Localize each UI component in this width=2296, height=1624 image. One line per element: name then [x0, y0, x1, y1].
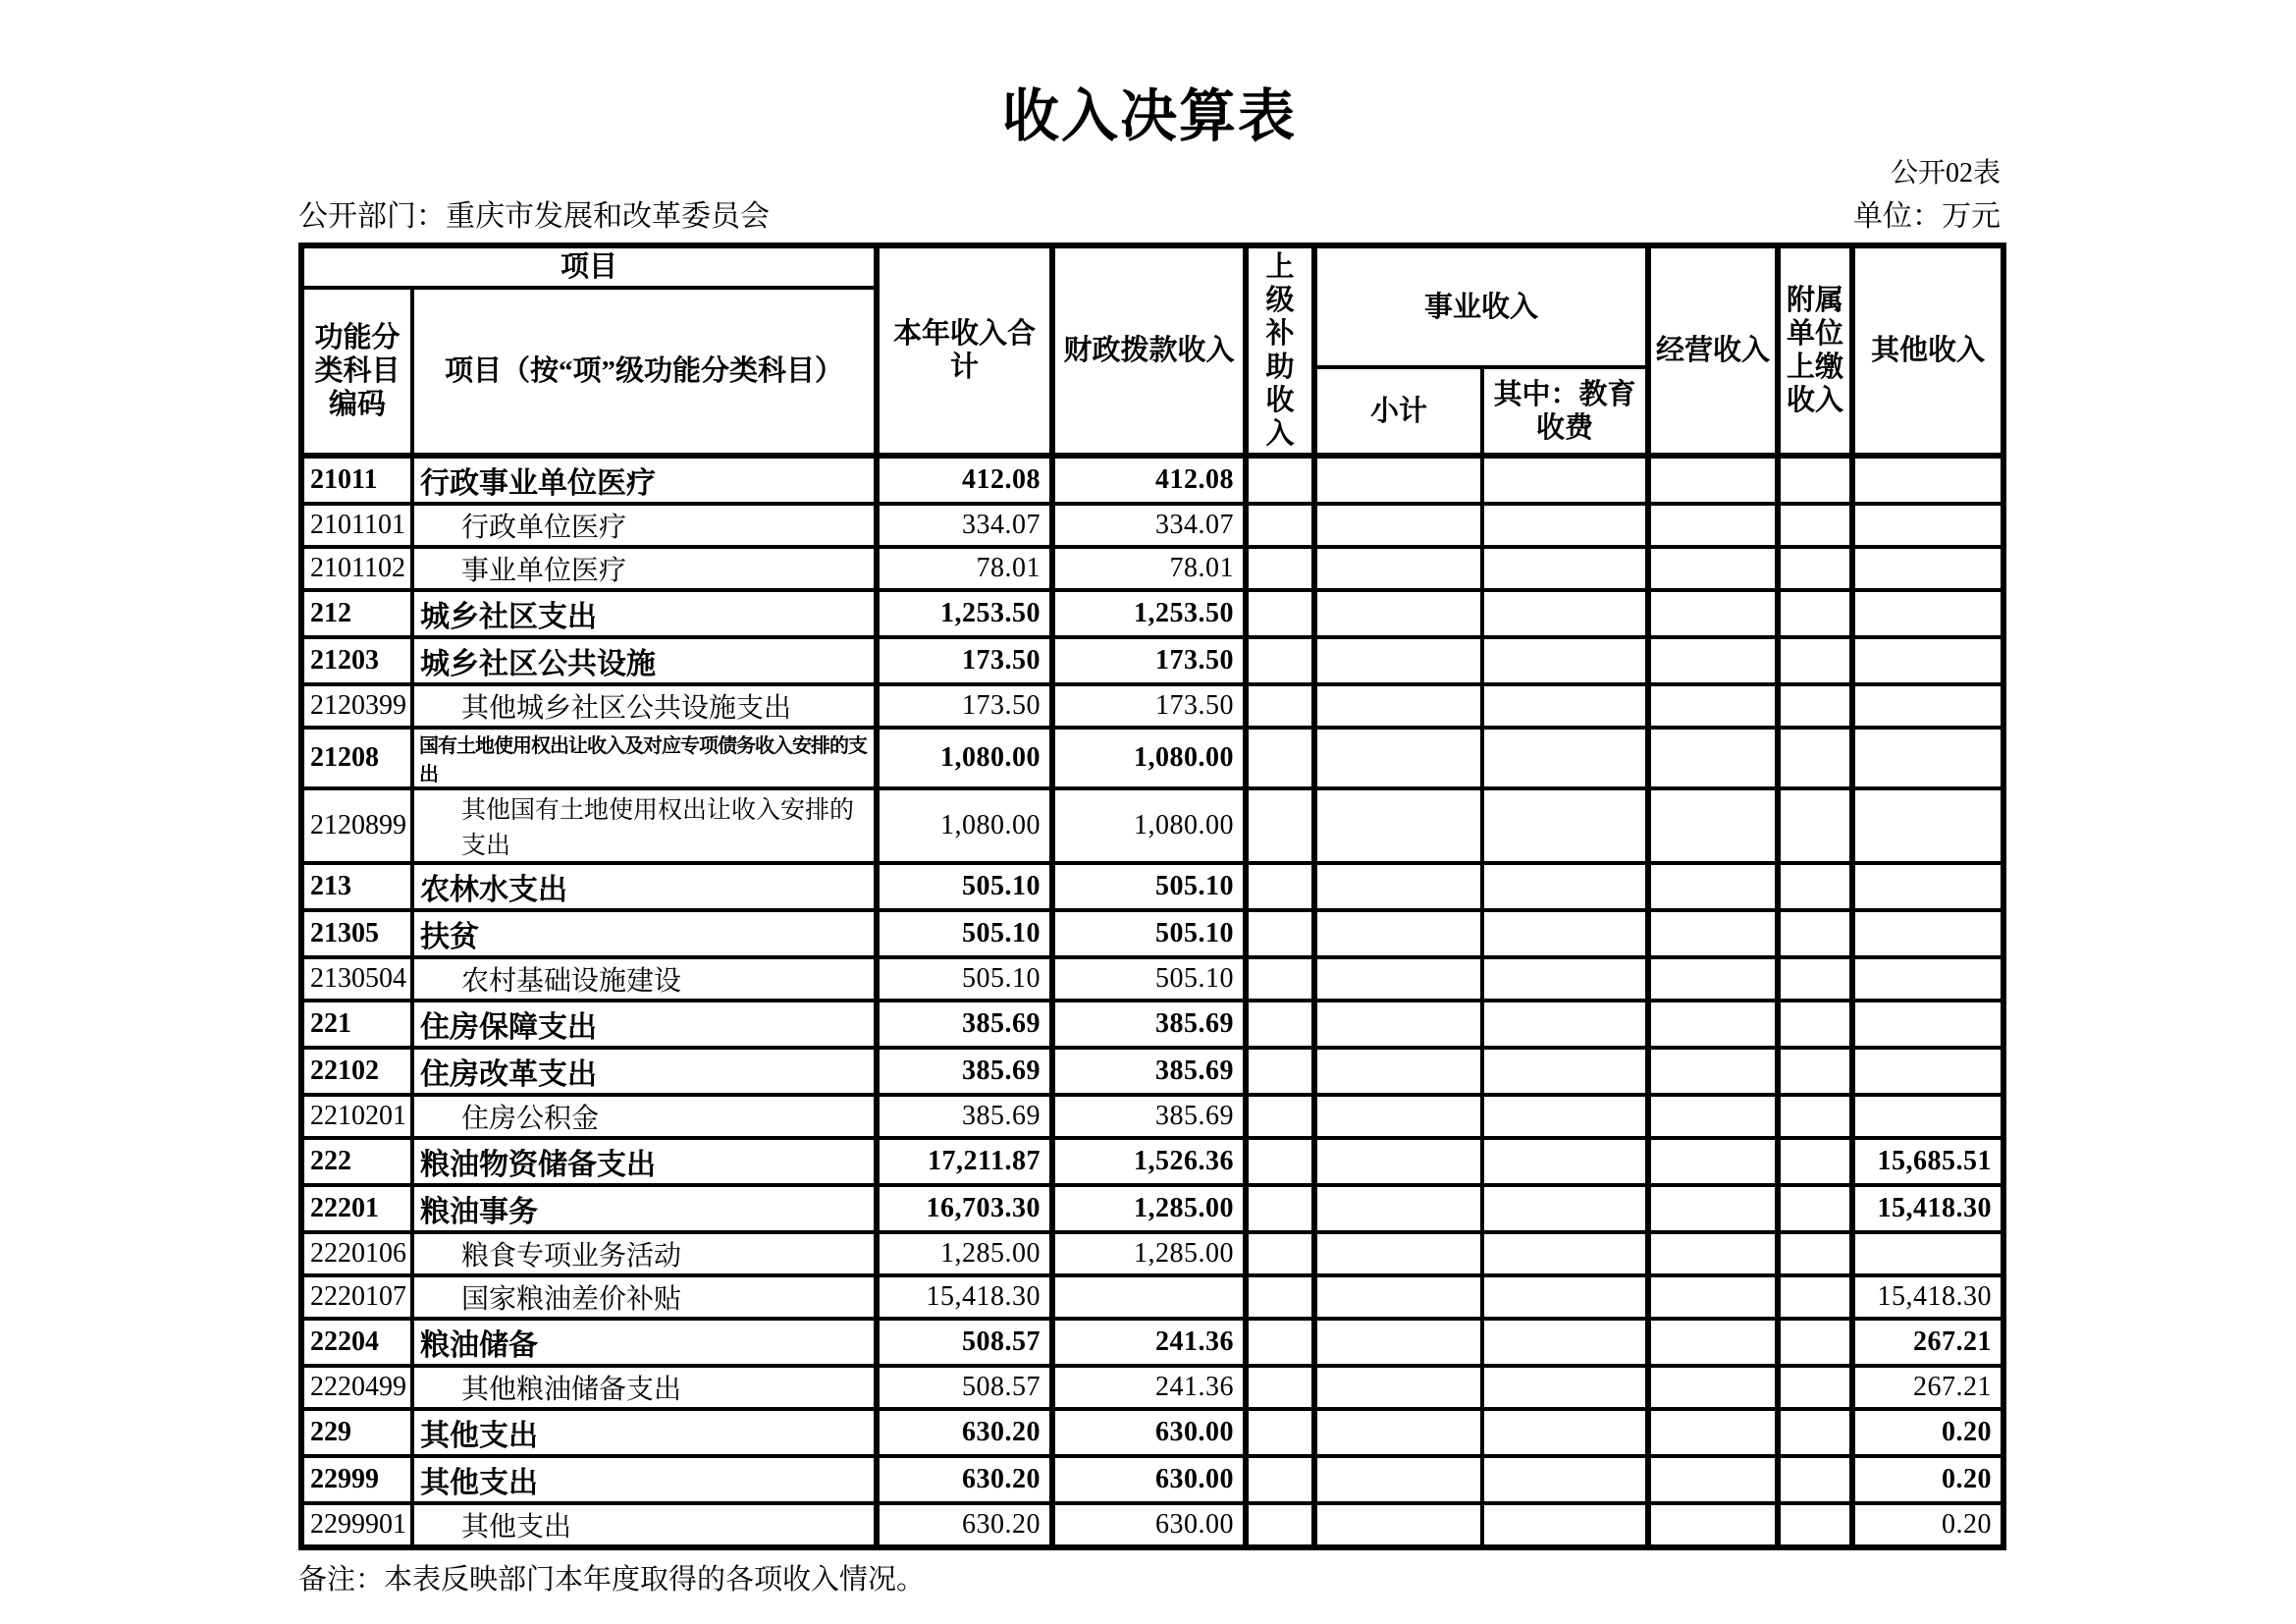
cell-code: 21203 — [301, 637, 412, 684]
header-other: 其他收入 — [1852, 245, 2003, 456]
cell-name: 其他支出 — [412, 1503, 877, 1547]
cell-fiscal: 1,080.00 — [1052, 728, 1246, 788]
cell-code: 2120399 — [301, 684, 412, 728]
cell-subtotal — [1314, 1232, 1482, 1275]
cell-subtotal — [1314, 788, 1482, 863]
cell-operating — [1648, 1275, 1778, 1319]
cell-other: 15,418.30 — [1852, 1275, 2003, 1319]
header-project-group: 项目 — [301, 245, 877, 288]
cell-education — [1482, 504, 1648, 547]
cell-name: 粮食专项业务活动 — [412, 1232, 877, 1275]
cell-subtotal — [1314, 1319, 1482, 1366]
cell-other: 267.21 — [1852, 1319, 2003, 1366]
table-row — [301, 1456, 2003, 1503]
cell-education — [1482, 1138, 1648, 1185]
header-business-subtotal: 小计 — [1314, 367, 1482, 456]
cell-education — [1482, 863, 1648, 910]
cell-total: 16,703.30 — [877, 1185, 1052, 1232]
cell-subtotal — [1314, 910, 1482, 957]
cell-fiscal: 1,285.00 — [1052, 1185, 1246, 1232]
cell-fiscal: 385.69 — [1052, 1048, 1246, 1095]
table-row — [301, 456, 2003, 504]
cell-fiscal — [1052, 1275, 1246, 1319]
table-row — [301, 547, 2003, 590]
cell-affiliated — [1778, 863, 1852, 910]
cell-affiliated — [1778, 1185, 1852, 1232]
cell-name: 住房改革支出 — [412, 1048, 877, 1095]
cell-affiliated — [1778, 1048, 1852, 1095]
cell-fiscal: 173.50 — [1052, 637, 1246, 684]
cell-code: 2101102 — [301, 547, 412, 590]
cell-superior — [1246, 547, 1314, 590]
meta-line — [298, 200, 2001, 234]
table-row — [301, 1409, 2003, 1456]
cell-education — [1482, 1275, 1648, 1319]
table-row — [301, 788, 2003, 863]
cell-total: 1,080.00 — [877, 728, 1052, 788]
cell-affiliated — [1778, 547, 1852, 590]
cell-superior — [1246, 863, 1314, 910]
cell-total: 630.20 — [877, 1409, 1052, 1456]
cell-operating — [1648, 1185, 1778, 1232]
cell-subtotal — [1314, 1001, 1482, 1048]
cell-name: 农林水支出 — [412, 863, 877, 910]
table-row — [301, 1275, 2003, 1319]
cell-affiliated — [1778, 1503, 1852, 1547]
cell-superior — [1246, 1232, 1314, 1275]
cell-fiscal: 630.00 — [1052, 1409, 1246, 1456]
cell-operating — [1648, 1232, 1778, 1275]
cell-total: 385.69 — [877, 1048, 1052, 1095]
table-row — [301, 637, 2003, 684]
cell-code: 222 — [301, 1138, 412, 1185]
table-row — [301, 684, 2003, 728]
cell-subtotal — [1314, 728, 1482, 788]
cell-superior — [1246, 957, 1314, 1001]
cell-superior — [1246, 728, 1314, 788]
cell-operating — [1648, 1366, 1778, 1409]
cell-affiliated — [1778, 1456, 1852, 1503]
cell-superior — [1246, 1409, 1314, 1456]
cell-total: 1,285.00 — [877, 1232, 1052, 1275]
cell-other — [1852, 1048, 2003, 1095]
unit-label: 单位：万元 — [1853, 200, 2001, 233]
cell-name: 事业单位医疗 — [412, 547, 877, 590]
cell-name: 其他国有土地使用权出让收入安排的支出 — [412, 788, 877, 863]
cell-affiliated — [1778, 504, 1852, 547]
cell-education — [1482, 788, 1648, 863]
cell-education — [1482, 590, 1648, 637]
cell-code: 22999 — [301, 1456, 412, 1503]
cell-fiscal: 241.36 — [1052, 1319, 1246, 1366]
cell-subtotal — [1314, 456, 1482, 504]
header-business-group: 事业收入 — [1314, 245, 1648, 367]
cell-fiscal: 1,285.00 — [1052, 1232, 1246, 1275]
cell-education — [1482, 637, 1648, 684]
table-row — [301, 1048, 2003, 1095]
cell-superior — [1246, 1275, 1314, 1319]
cell-total: 505.10 — [877, 910, 1052, 957]
cell-affiliated — [1778, 1319, 1852, 1366]
cell-code: 22204 — [301, 1319, 412, 1366]
cell-name: 农村基础设施建设 — [412, 957, 877, 1001]
header-superior-subsidy: 上级补助收入 — [1246, 245, 1314, 456]
cell-name: 其他支出 — [412, 1456, 877, 1503]
table-row — [301, 910, 2003, 957]
cell-name: 住房公积金 — [412, 1095, 877, 1138]
cell-operating — [1648, 1319, 1778, 1366]
cell-code: 2120899 — [301, 788, 412, 863]
cell-subtotal — [1314, 504, 1482, 547]
cell-fiscal: 505.10 — [1052, 863, 1246, 910]
cell-operating — [1648, 1095, 1778, 1138]
cell-fiscal: 385.69 — [1052, 1095, 1246, 1138]
cell-name: 国有土地使用权出让收入及对应专项债务收入安排的支出 — [412, 728, 877, 788]
cell-fiscal: 630.00 — [1052, 1456, 1246, 1503]
cell-superior — [1246, 1001, 1314, 1048]
cell-total: 1,080.00 — [877, 788, 1052, 863]
cell-superior — [1246, 1138, 1314, 1185]
cell-subtotal — [1314, 1503, 1482, 1547]
cell-other — [1852, 1095, 2003, 1138]
header-code: 功能分类科目编码 — [301, 288, 412, 456]
cell-name: 其他粮油储备支出 — [412, 1366, 877, 1409]
cell-operating — [1648, 1138, 1778, 1185]
cell-total: 508.57 — [877, 1366, 1052, 1409]
table-row — [301, 1319, 2003, 1366]
cell-operating — [1648, 590, 1778, 637]
cell-education — [1482, 1503, 1648, 1547]
cell-fiscal: 78.01 — [1052, 547, 1246, 590]
cell-superior — [1246, 590, 1314, 637]
cell-subtotal — [1314, 637, 1482, 684]
cell-other — [1852, 1001, 2003, 1048]
cell-code: 213 — [301, 863, 412, 910]
cell-subtotal — [1314, 1366, 1482, 1409]
cell-affiliated — [1778, 1409, 1852, 1456]
cell-superior — [1246, 1319, 1314, 1366]
cell-superior — [1246, 637, 1314, 684]
cell-name: 行政单位医疗 — [412, 504, 877, 547]
cell-name: 粮油物资储备支出 — [412, 1138, 877, 1185]
cell-code: 22102 — [301, 1048, 412, 1095]
cell-fiscal: 505.10 — [1052, 957, 1246, 1001]
cell-education — [1482, 1095, 1648, 1138]
cell-fiscal: 1,253.50 — [1052, 590, 1246, 637]
cell-affiliated — [1778, 637, 1852, 684]
cell-fiscal: 630.00 — [1052, 1503, 1246, 1547]
cell-subtotal — [1314, 684, 1482, 728]
cell-operating — [1648, 728, 1778, 788]
cell-name: 国家粮油差价补贴 — [412, 1275, 877, 1319]
cell-superior — [1246, 1456, 1314, 1503]
cell-affiliated — [1778, 684, 1852, 728]
cell-total: 508.57 — [877, 1319, 1052, 1366]
cell-code: 2101101 — [301, 504, 412, 547]
cell-name: 其他支出 — [412, 1409, 877, 1456]
cell-operating — [1648, 910, 1778, 957]
cell-superior — [1246, 1185, 1314, 1232]
income-table — [298, 243, 2006, 1550]
cell-affiliated — [1778, 788, 1852, 863]
cell-name: 其他城乡社区公共设施支出 — [412, 684, 877, 728]
cell-total: 505.10 — [877, 957, 1052, 1001]
cell-total: 173.50 — [877, 637, 1052, 684]
cell-fiscal: 241.36 — [1052, 1366, 1246, 1409]
cell-operating — [1648, 1001, 1778, 1048]
cell-operating — [1648, 863, 1778, 910]
cell-subtotal — [1314, 1095, 1482, 1138]
cell-operating — [1648, 1503, 1778, 1547]
cell-name: 扶贫 — [412, 910, 877, 957]
cell-code: 229 — [301, 1409, 412, 1456]
cell-other — [1852, 590, 2003, 637]
table-header — [301, 245, 2003, 456]
cell-superior — [1246, 1503, 1314, 1547]
cell-affiliated — [1778, 1138, 1852, 1185]
cell-total: 334.07 — [877, 504, 1052, 547]
cell-other — [1852, 637, 2003, 684]
cell-affiliated — [1778, 910, 1852, 957]
cell-operating — [1648, 684, 1778, 728]
cell-education — [1482, 1456, 1648, 1503]
cell-other — [1852, 547, 2003, 590]
cell-other: 15,685.51 — [1852, 1138, 2003, 1185]
cell-other — [1852, 957, 2003, 1001]
cell-education — [1482, 957, 1648, 1001]
cell-affiliated — [1778, 957, 1852, 1001]
cell-total: 412.08 — [877, 456, 1052, 504]
cell-name: 粮油储备 — [412, 1319, 877, 1366]
cell-other: 267.21 — [1852, 1366, 2003, 1409]
cell-subtotal — [1314, 863, 1482, 910]
cell-fiscal: 1,526.36 — [1052, 1138, 1246, 1185]
cell-superior — [1246, 1366, 1314, 1409]
cell-code: 221 — [301, 1001, 412, 1048]
table-row — [301, 1001, 2003, 1048]
cell-code: 21011 — [301, 456, 412, 504]
cell-education — [1482, 1319, 1648, 1366]
cell-name: 行政事业单位医疗 — [412, 456, 877, 504]
cell-subtotal — [1314, 1138, 1482, 1185]
cell-other — [1852, 1232, 2003, 1275]
cell-total: 1,253.50 — [877, 590, 1052, 637]
cell-affiliated — [1778, 1275, 1852, 1319]
cell-education — [1482, 728, 1648, 788]
header-total: 本年收入合计 — [877, 245, 1052, 456]
table-row — [301, 504, 2003, 547]
cell-code: 2220107 — [301, 1275, 412, 1319]
cell-other — [1852, 684, 2003, 728]
cell-code: 2220106 — [301, 1232, 412, 1275]
cell-superior — [1246, 684, 1314, 728]
header-fiscal-allocation: 财政拨款收入 — [1052, 245, 1246, 456]
table-row — [301, 590, 2003, 637]
cell-subtotal — [1314, 957, 1482, 1001]
cell-other — [1852, 863, 2003, 910]
cell-code: 21305 — [301, 910, 412, 957]
cell-superior — [1246, 910, 1314, 957]
cell-other: 15,418.30 — [1852, 1185, 2003, 1232]
table-row — [301, 1366, 2003, 1409]
report-page — [298, 0, 2001, 1597]
table-row — [301, 1232, 2003, 1275]
table-row — [301, 728, 2003, 788]
cell-code: 21208 — [301, 728, 412, 788]
department-label: 公开部门：重庆市发展和改革委员会 — [298, 200, 770, 233]
cell-other — [1852, 910, 2003, 957]
cell-total: 385.69 — [877, 1095, 1052, 1138]
cell-education — [1482, 1048, 1648, 1095]
cell-affiliated — [1778, 590, 1852, 637]
cell-total: 15,418.30 — [877, 1275, 1052, 1319]
cell-superior — [1246, 1048, 1314, 1095]
cell-education — [1482, 1185, 1648, 1232]
table-row — [301, 1095, 2003, 1138]
cell-education — [1482, 1232, 1648, 1275]
cell-education — [1482, 684, 1648, 728]
cell-subtotal — [1314, 1409, 1482, 1456]
cell-subtotal — [1314, 1185, 1482, 1232]
cell-other: 0.20 — [1852, 1503, 2003, 1547]
cell-other: 0.20 — [1852, 1409, 2003, 1456]
form-code: 公开02表 — [1890, 158, 2001, 189]
cell-operating — [1648, 456, 1778, 504]
cell-code: 212 — [301, 590, 412, 637]
cell-name: 住房保障支出 — [412, 1001, 877, 1048]
table-row — [301, 1185, 2003, 1232]
cell-code: 2220499 — [301, 1366, 412, 1409]
cell-affiliated — [1778, 456, 1852, 504]
cell-affiliated — [1778, 1232, 1852, 1275]
cell-superior — [1246, 1095, 1314, 1138]
cell-fiscal: 505.10 — [1052, 910, 1246, 957]
cell-fiscal: 334.07 — [1052, 504, 1246, 547]
cell-operating — [1648, 637, 1778, 684]
cell-name: 粮油事务 — [412, 1185, 877, 1232]
header-business-education: 其中：教育收费 — [1482, 367, 1648, 456]
cell-name: 城乡社区公共设施 — [412, 637, 877, 684]
cell-code: 2130504 — [301, 957, 412, 1001]
cell-other — [1852, 504, 2003, 547]
cell-education — [1482, 547, 1648, 590]
cell-education — [1482, 1409, 1648, 1456]
cell-subtotal — [1314, 1048, 1482, 1095]
cell-total: 630.20 — [877, 1456, 1052, 1503]
table-row — [301, 1503, 2003, 1547]
table-row — [301, 1138, 2003, 1185]
cell-fiscal: 412.08 — [1052, 456, 1246, 504]
cell-other — [1852, 728, 2003, 788]
cell-subtotal — [1314, 547, 1482, 590]
cell-affiliated — [1778, 1366, 1852, 1409]
cell-fiscal: 1,080.00 — [1052, 788, 1246, 863]
cell-total: 385.69 — [877, 1001, 1052, 1048]
cell-operating — [1648, 1048, 1778, 1095]
cell-superior — [1246, 504, 1314, 547]
cell-operating — [1648, 1409, 1778, 1456]
cell-education — [1482, 910, 1648, 957]
cell-total: 630.20 — [877, 1503, 1052, 1547]
cell-other: 0.20 — [1852, 1456, 2003, 1503]
cell-education — [1482, 1001, 1648, 1048]
cell-subtotal — [1314, 590, 1482, 637]
cell-other — [1852, 456, 2003, 504]
cell-total: 173.50 — [877, 684, 1052, 728]
cell-operating — [1648, 547, 1778, 590]
cell-total: 78.01 — [877, 547, 1052, 590]
cell-subtotal — [1314, 1275, 1482, 1319]
note: 备注：本表反映部门本年度取得的各项收入情况。 — [298, 1564, 926, 1596]
table-row — [301, 957, 2003, 1001]
cell-affiliated — [1778, 1095, 1852, 1138]
header-affiliated-remit: 附属单位上缴收入 — [1778, 245, 1852, 456]
cell-operating — [1648, 788, 1778, 863]
cell-education — [1482, 1366, 1648, 1409]
cell-fiscal: 173.50 — [1052, 684, 1246, 728]
report-title: 收入决算表 — [1001, 84, 1297, 148]
cell-education — [1482, 456, 1648, 504]
header-name: 项目（按“项”级功能分类科目） — [412, 288, 877, 456]
cell-affiliated — [1778, 1001, 1852, 1048]
cell-code: 2299901 — [301, 1503, 412, 1547]
cell-code: 22201 — [301, 1185, 412, 1232]
cell-other — [1852, 788, 2003, 863]
table-row — [301, 863, 2003, 910]
cell-name: 城乡社区支出 — [412, 590, 877, 637]
cell-code: 2210201 — [301, 1095, 412, 1138]
cell-fiscal: 385.69 — [1052, 1001, 1246, 1048]
cell-total: 17,211.87 — [877, 1138, 1052, 1185]
cell-superior — [1246, 788, 1314, 863]
cell-superior — [1246, 456, 1314, 504]
cell-total: 505.10 — [877, 863, 1052, 910]
cell-subtotal — [1314, 1456, 1482, 1503]
cell-operating — [1648, 504, 1778, 547]
table-body — [301, 456, 2003, 1547]
cell-operating — [1648, 957, 1778, 1001]
header-operating: 经营收入 — [1648, 245, 1778, 456]
cell-affiliated — [1778, 728, 1852, 788]
cell-operating — [1648, 1456, 1778, 1503]
